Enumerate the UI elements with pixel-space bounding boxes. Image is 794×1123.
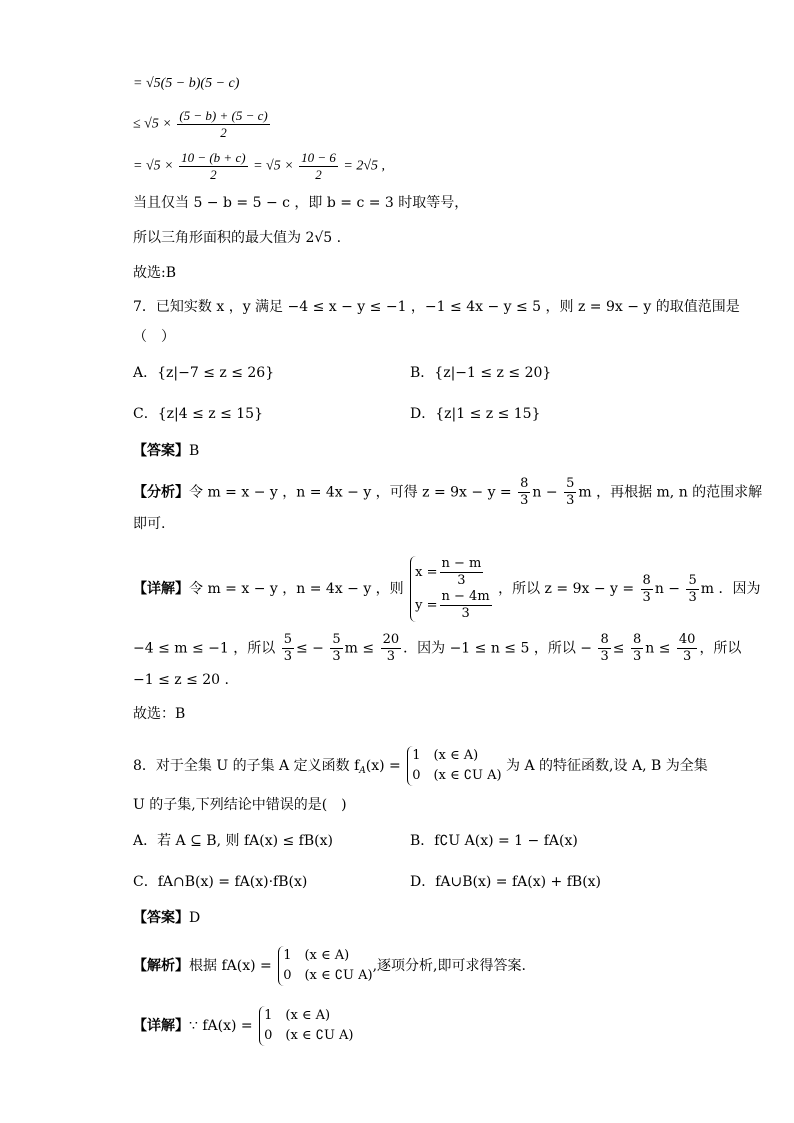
detail-text: ∵ fA(x) =: [189, 1018, 253, 1034]
q7-option-a[interactable]: A．{z|−7 ≤ z ≤ 26}: [133, 365, 275, 381]
fraction: [641, 573, 653, 606]
q7-options-row-1: [133, 363, 552, 383]
q7-stem: 7．已知实数 x ，y 满足 −4 ≤ x − y ≤ −1 ，−1 ≤ 4x − y ≤ 5 ，则 z = 9x − y 的取值范围是: [133, 299, 740, 315]
derivation-text-1: = √5(5 − b)(5 − c): [133, 76, 240, 91]
fraction-numerator: 20: [382, 632, 400, 647]
piecewise-function: [407, 746, 501, 786]
fraction: [677, 632, 698, 665]
fraction-numerator: 8: [642, 572, 651, 588]
q7-option-b[interactable]: B．{z|−1 ≤ z ≤ 20}: [410, 365, 552, 381]
q8-options-row-2: [133, 872, 602, 892]
detail-text: ，所以: [699, 640, 742, 657]
fraction-numerator: 8: [600, 632, 609, 647]
detail-text: n −: [654, 581, 681, 597]
detail-text: m ≤: [344, 640, 375, 657]
detail-tag: 【详解】: [133, 581, 189, 597]
q7-result: −1 ≤ z ≤ 20 .: [133, 672, 229, 688]
detail-text: −4 ≤ m ≤ −1 ，所以: [133, 640, 276, 657]
fraction: [598, 632, 610, 665]
q7-detail-line-2: [133, 632, 741, 665]
detail-text: n ≤: [645, 640, 671, 657]
fraction-numerator: 40: [678, 632, 696, 647]
q8-analysis-line: [133, 946, 526, 986]
fraction-numerator: 5: [688, 572, 697, 588]
fraction: [282, 632, 294, 665]
derivation-line-2: [133, 108, 272, 141]
choice-line: 故选:B: [133, 265, 177, 281]
piecewise-case-1: 1 (x ∈ A): [283, 948, 350, 963]
fraction-denominator: 3: [457, 573, 466, 588]
equation-system: [410, 556, 494, 622]
q8-stem-text: 8．对于全集 U 的子集 A 定义函数 f: [133, 758, 360, 774]
piecewise-case-1: 1 (x ∈ A): [412, 748, 479, 763]
q7-answer-paren: （ ）: [133, 329, 175, 345]
q8-subscript: A: [359, 766, 366, 776]
piecewise-case-1: 1 (x ∈ A): [264, 1008, 331, 1023]
fraction-denominator: 3: [688, 589, 697, 605]
q8-stem: [133, 746, 708, 786]
q7-option-d[interactable]: D．{z|1 ≤ z ≤ 15}: [410, 406, 541, 422]
detail-text: ≤ −: [296, 640, 324, 657]
analysis-text: m ，再根据 m, n 的范围求解: [578, 484, 763, 501]
fraction-denominator: 3: [632, 649, 642, 664]
answer-tag: 【答案】: [133, 910, 189, 926]
q8-stem-text: 为 A 的特征函数,设 A, B 为全集: [506, 758, 708, 774]
fraction-numerator: 8: [520, 476, 529, 491]
fraction: [381, 632, 402, 665]
analysis-text: n −: [532, 484, 558, 501]
fraction-denominator: 3: [683, 649, 692, 664]
derivation-line-1: [133, 74, 239, 94]
fraction: [299, 150, 338, 183]
detail-tag: 【详解】: [133, 1018, 189, 1034]
piecewise-function: [259, 1006, 353, 1046]
q7-options-row-2: [133, 404, 541, 424]
fraction: [330, 632, 342, 665]
fraction-numerator: n − 4m: [441, 589, 490, 604]
q7-detail-line: [133, 556, 761, 622]
derivation-text-3c: = 2√5 ,: [343, 158, 386, 174]
fraction-numerator: n − m: [441, 556, 482, 571]
fraction-numerator: 5: [283, 632, 292, 647]
fraction: [440, 589, 492, 622]
fraction-denominator: 3: [386, 649, 395, 664]
fraction-denominator: 3: [332, 649, 341, 664]
q8-answer: D: [189, 910, 201, 926]
fraction-numerator: 10 − (b + c): [181, 150, 246, 165]
detail-text: m ．因为: [700, 581, 761, 597]
fraction-numerator: 5: [566, 476, 575, 491]
detail-text: ≤: [612, 640, 625, 657]
fraction: [686, 573, 698, 606]
fraction-denominator: 3: [461, 606, 470, 621]
analysis-tag: 【分析】: [133, 484, 189, 501]
q8-option-c[interactable]: C．fA∩B(x) = fA(x)·fB(x): [133, 874, 308, 890]
q7-option-c[interactable]: C．{z|4 ≤ z ≤ 15}: [133, 406, 263, 422]
q8-detail-line: [133, 1006, 354, 1046]
fraction: [179, 150, 247, 183]
piecewise-case-2: 0 (x ∈ ∁U A): [264, 1028, 354, 1043]
detail-text: 令 m = x − y ，n = 4x − y ，则: [189, 581, 404, 597]
q7-analysis-end: 即可.: [133, 516, 166, 532]
fraction-denominator: 3: [642, 589, 651, 605]
equality-condition: 当且仅当 5 − b = 5 − c ，即 b = c = 3 时取等号，: [133, 195, 469, 211]
piecewise-function: [278, 946, 372, 986]
q7-answer-line: [133, 441, 199, 461]
q8-option-b[interactable]: B．f∁U A(x) = 1 − fA(x): [410, 833, 578, 849]
fraction-denominator: 2: [210, 167, 217, 182]
fraction: [177, 108, 269, 141]
analysis-text: ,逐项分析,即可求得答案.: [372, 958, 526, 974]
fraction-denominator: 3: [566, 493, 575, 508]
system-eq-2: y =: [415, 598, 438, 613]
fraction: [631, 632, 643, 665]
derivation-text-2: ≤ √5 ×: [133, 116, 172, 132]
fraction-numerator: 5: [332, 632, 341, 647]
piecewise-case-2: 0 (x ∈ ∁U A): [283, 968, 373, 983]
fraction-numerator: 8: [632, 632, 642, 647]
fraction-numerator: (5 − b) + (5 − c): [179, 108, 268, 123]
q8-option-d[interactable]: D．fA∪B(x) = fA(x) + fB(x): [410, 874, 602, 890]
system-eq-1: x =: [415, 565, 438, 580]
fraction-denominator: 3: [600, 649, 609, 664]
max-area-conclusion: 所以三角形面积的最大值为 2√5 .: [133, 230, 342, 246]
detail-text: ．因为 −1 ≤ n ≤ 5 ，所以 −: [403, 640, 593, 657]
derivation-text-3a: = √5 ×: [133, 158, 174, 174]
fraction-denominator: 2: [315, 167, 322, 182]
q7-choice: 故选：B: [133, 706, 186, 722]
derivation-text-3b: = √5 ×: [253, 158, 294, 174]
analysis-tag: 【解析】: [133, 958, 189, 974]
fraction: [518, 476, 530, 509]
analysis-text: 根据 fA(x) =: [189, 958, 272, 974]
q7-answer: B: [189, 443, 200, 459]
fraction-denominator: 3: [520, 493, 529, 508]
fraction: [564, 476, 576, 509]
q8-options-row-1: [133, 831, 578, 851]
fraction-denominator: 2: [220, 125, 227, 140]
fraction-numerator: 10 − 6: [301, 150, 336, 165]
q8-answer-line: [133, 908, 200, 928]
q7-analysis-line: [133, 476, 762, 509]
piecewise-case-2: 0 (x ∈ ∁U A): [412, 768, 502, 783]
q8-stem-2: U 的子集,下列结论中错误的是( ): [133, 797, 347, 813]
fraction: [440, 556, 484, 589]
fraction-denominator: 3: [283, 649, 292, 664]
detail-text: ，所以 z = 9x − y =: [498, 581, 635, 597]
q8-stem-text: (x) =: [365, 758, 401, 774]
analysis-text: 令 m = x − y ，n = 4x − y ，可得 z = 9x − y =: [189, 484, 512, 501]
answer-tag: 【答案】: [133, 443, 189, 459]
derivation-line-3: [133, 150, 385, 183]
q8-option-a[interactable]: A．若 A ⊆ B, 则 fA(x) ≤ fB(x): [133, 833, 333, 849]
